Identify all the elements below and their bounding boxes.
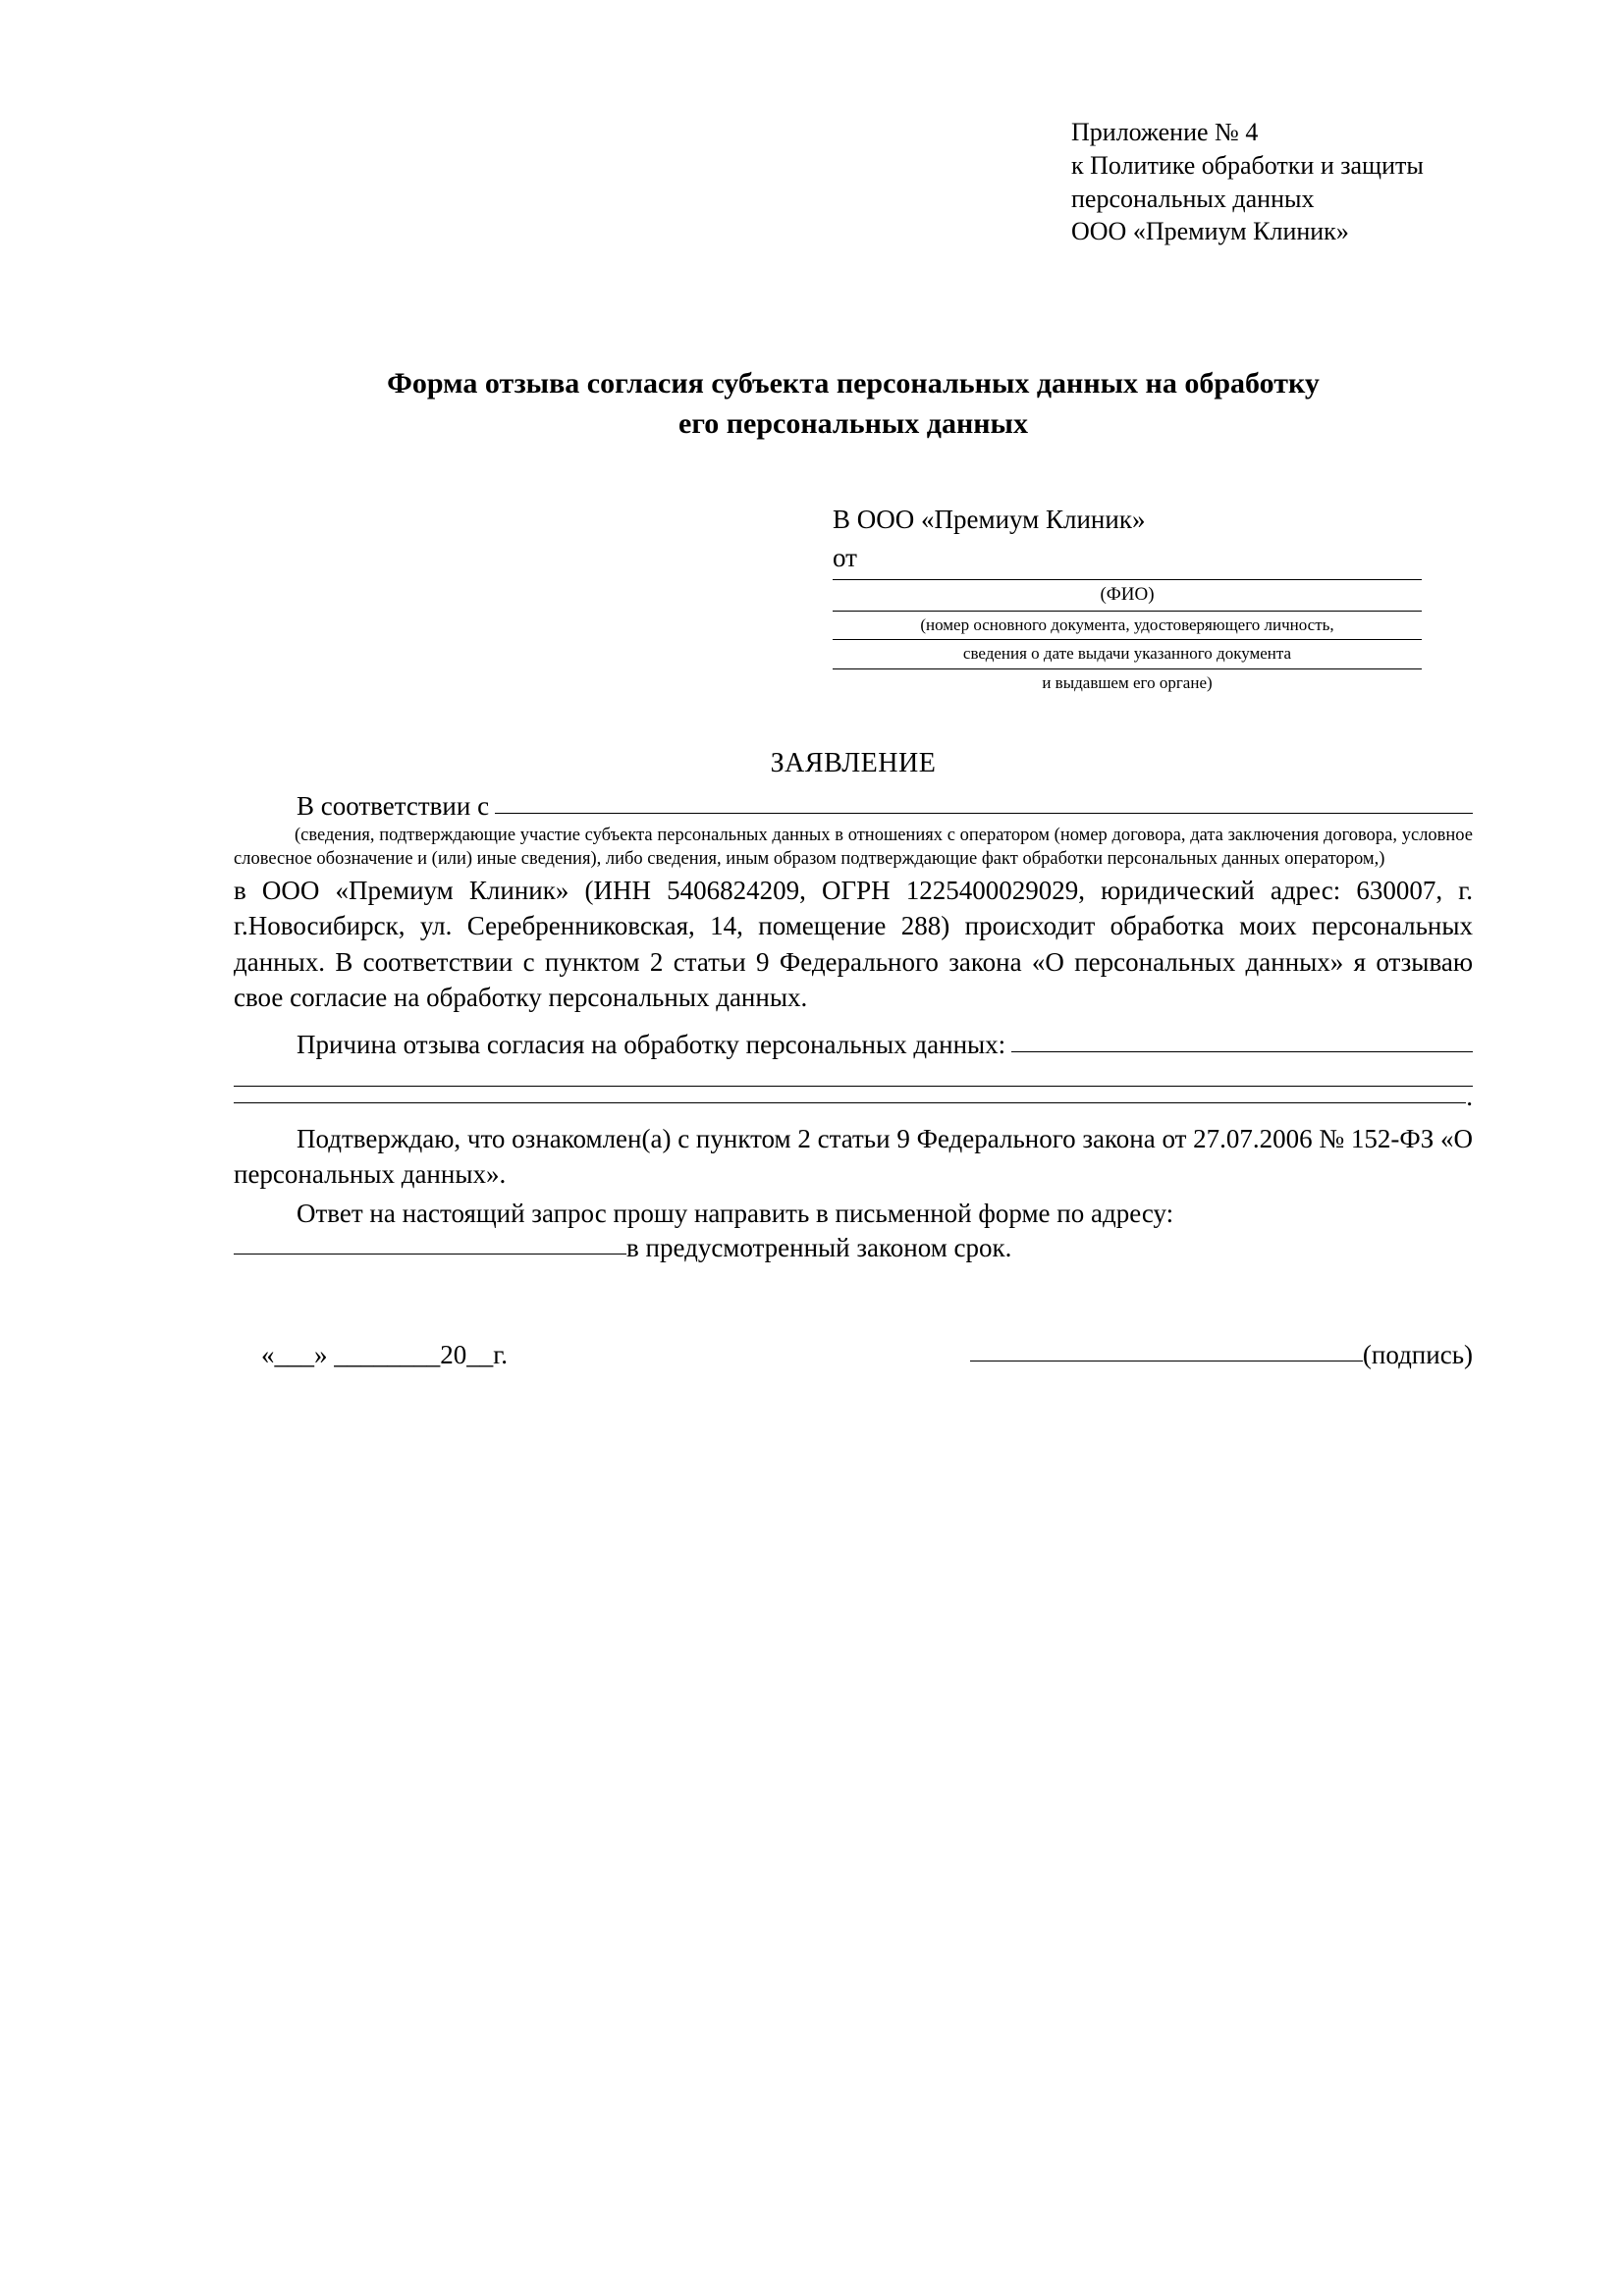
appendix-header-line-1: Приложение № 4 [1071, 118, 1259, 146]
addressee-block [833, 503, 1422, 693]
statement-intro-fill-line[interactable] [495, 813, 1473, 814]
reason-row [234, 1030, 1473, 1060]
statement-fineprint-text: (сведения, подтверждающие участие субъекта персональных данных в отношениях с оператором (номер договора, дата заключения договора, условное словесное обозначение и (или) иные сведения), либо сведения, иным образом подтверждающие факт обработки персональных данных оператором,) [234, 825, 1473, 869]
appendix-header-line-2: к Политике обработки и защиты [1071, 150, 1424, 180]
appendix-header [1071, 116, 1473, 248]
statement-fineprint [234, 824, 1473, 871]
document-date-caption: сведения о дате выдачи указанного документа [962, 644, 1292, 664]
reason-fill-line-3[interactable] [234, 1102, 1466, 1103]
statement-body: в ООО «Премиум Клиник» (ИНН 5406824209, ОГРН 1225400029029, юридический адрес: 630007, г. г.Новосибирск, ул. Серебренниковская, 14, помещение 288) происходит обработка моих персональных данных. В соответствии с пунктом 2 статьи 9 Федерального закона «О персональных данных» я отзываю свое согласие на обработку персональных данных. [234, 875, 1473, 1013]
answer-address-tail: в предусмотренный законом срок. [626, 1233, 1012, 1263]
fio-fill-line[interactable] [833, 579, 1422, 580]
reason-fill-line-1[interactable] [1011, 1051, 1473, 1052]
statement-intro-label: В соответствии с [297, 790, 490, 821]
answer-address-row [234, 1233, 1473, 1263]
page-title-line-1: Форма отзыва согласия субъекта персональных данных на обработку [387, 367, 1320, 400]
page-title-line-2: его персональных данных [678, 406, 1028, 440]
document-content [234, 116, 1473, 1370]
signature-field [970, 1340, 1473, 1370]
signature-fill-line[interactable] [970, 1361, 1363, 1362]
reason-fill-line-2[interactable] [234, 1086, 1473, 1087]
appendix-header-line-3: персональных данных [1071, 184, 1315, 213]
document-date-fill-line[interactable] [833, 639, 1422, 640]
answer-paragraph: Ответ на настоящий запрос прошу направить в письменной форме по адресу: [297, 1198, 1174, 1228]
reason-period: . [1466, 1081, 1473, 1111]
document-issuer-caption: и выдавшем его органе) [1042, 672, 1213, 692]
statement-intro-row [234, 791, 1473, 822]
answer-address-fill-line[interactable] [234, 1254, 626, 1255]
signature-caption: (подпись) [1362, 1340, 1473, 1370]
addressee-organization: В ООО «Премиум Клиник» [833, 505, 1146, 535]
fio-caption: (ФИО) [1100, 584, 1155, 606]
signature-row [234, 1340, 1473, 1370]
confirmation-paragraph: Подтверждаю, что ознакомлен(а) с пунктом 2 статьи 9 Федерального закона от 27.07.2006 № 152-ФЗ «О персональных данных». [234, 1123, 1473, 1189]
page-title [234, 364, 1473, 444]
reason-label: Причина отзыва согласия на обработку персональных данных: [297, 1029, 1006, 1059]
signature-date[interactable]: «___» ________20__г. [261, 1340, 509, 1370]
appendix-header-line-4: ООО «Премиум Клиник» [1071, 217, 1349, 246]
document-number-caption: (номер основного документа, удостоверяющего личность, [920, 615, 1334, 635]
document-issuer-fill-line[interactable] [833, 668, 1422, 669]
document-number-fill-line[interactable] [833, 611, 1422, 612]
statement-heading: ЗАЯВЛЕНИЕ [770, 747, 937, 778]
addressee-from-label: от [833, 543, 857, 573]
